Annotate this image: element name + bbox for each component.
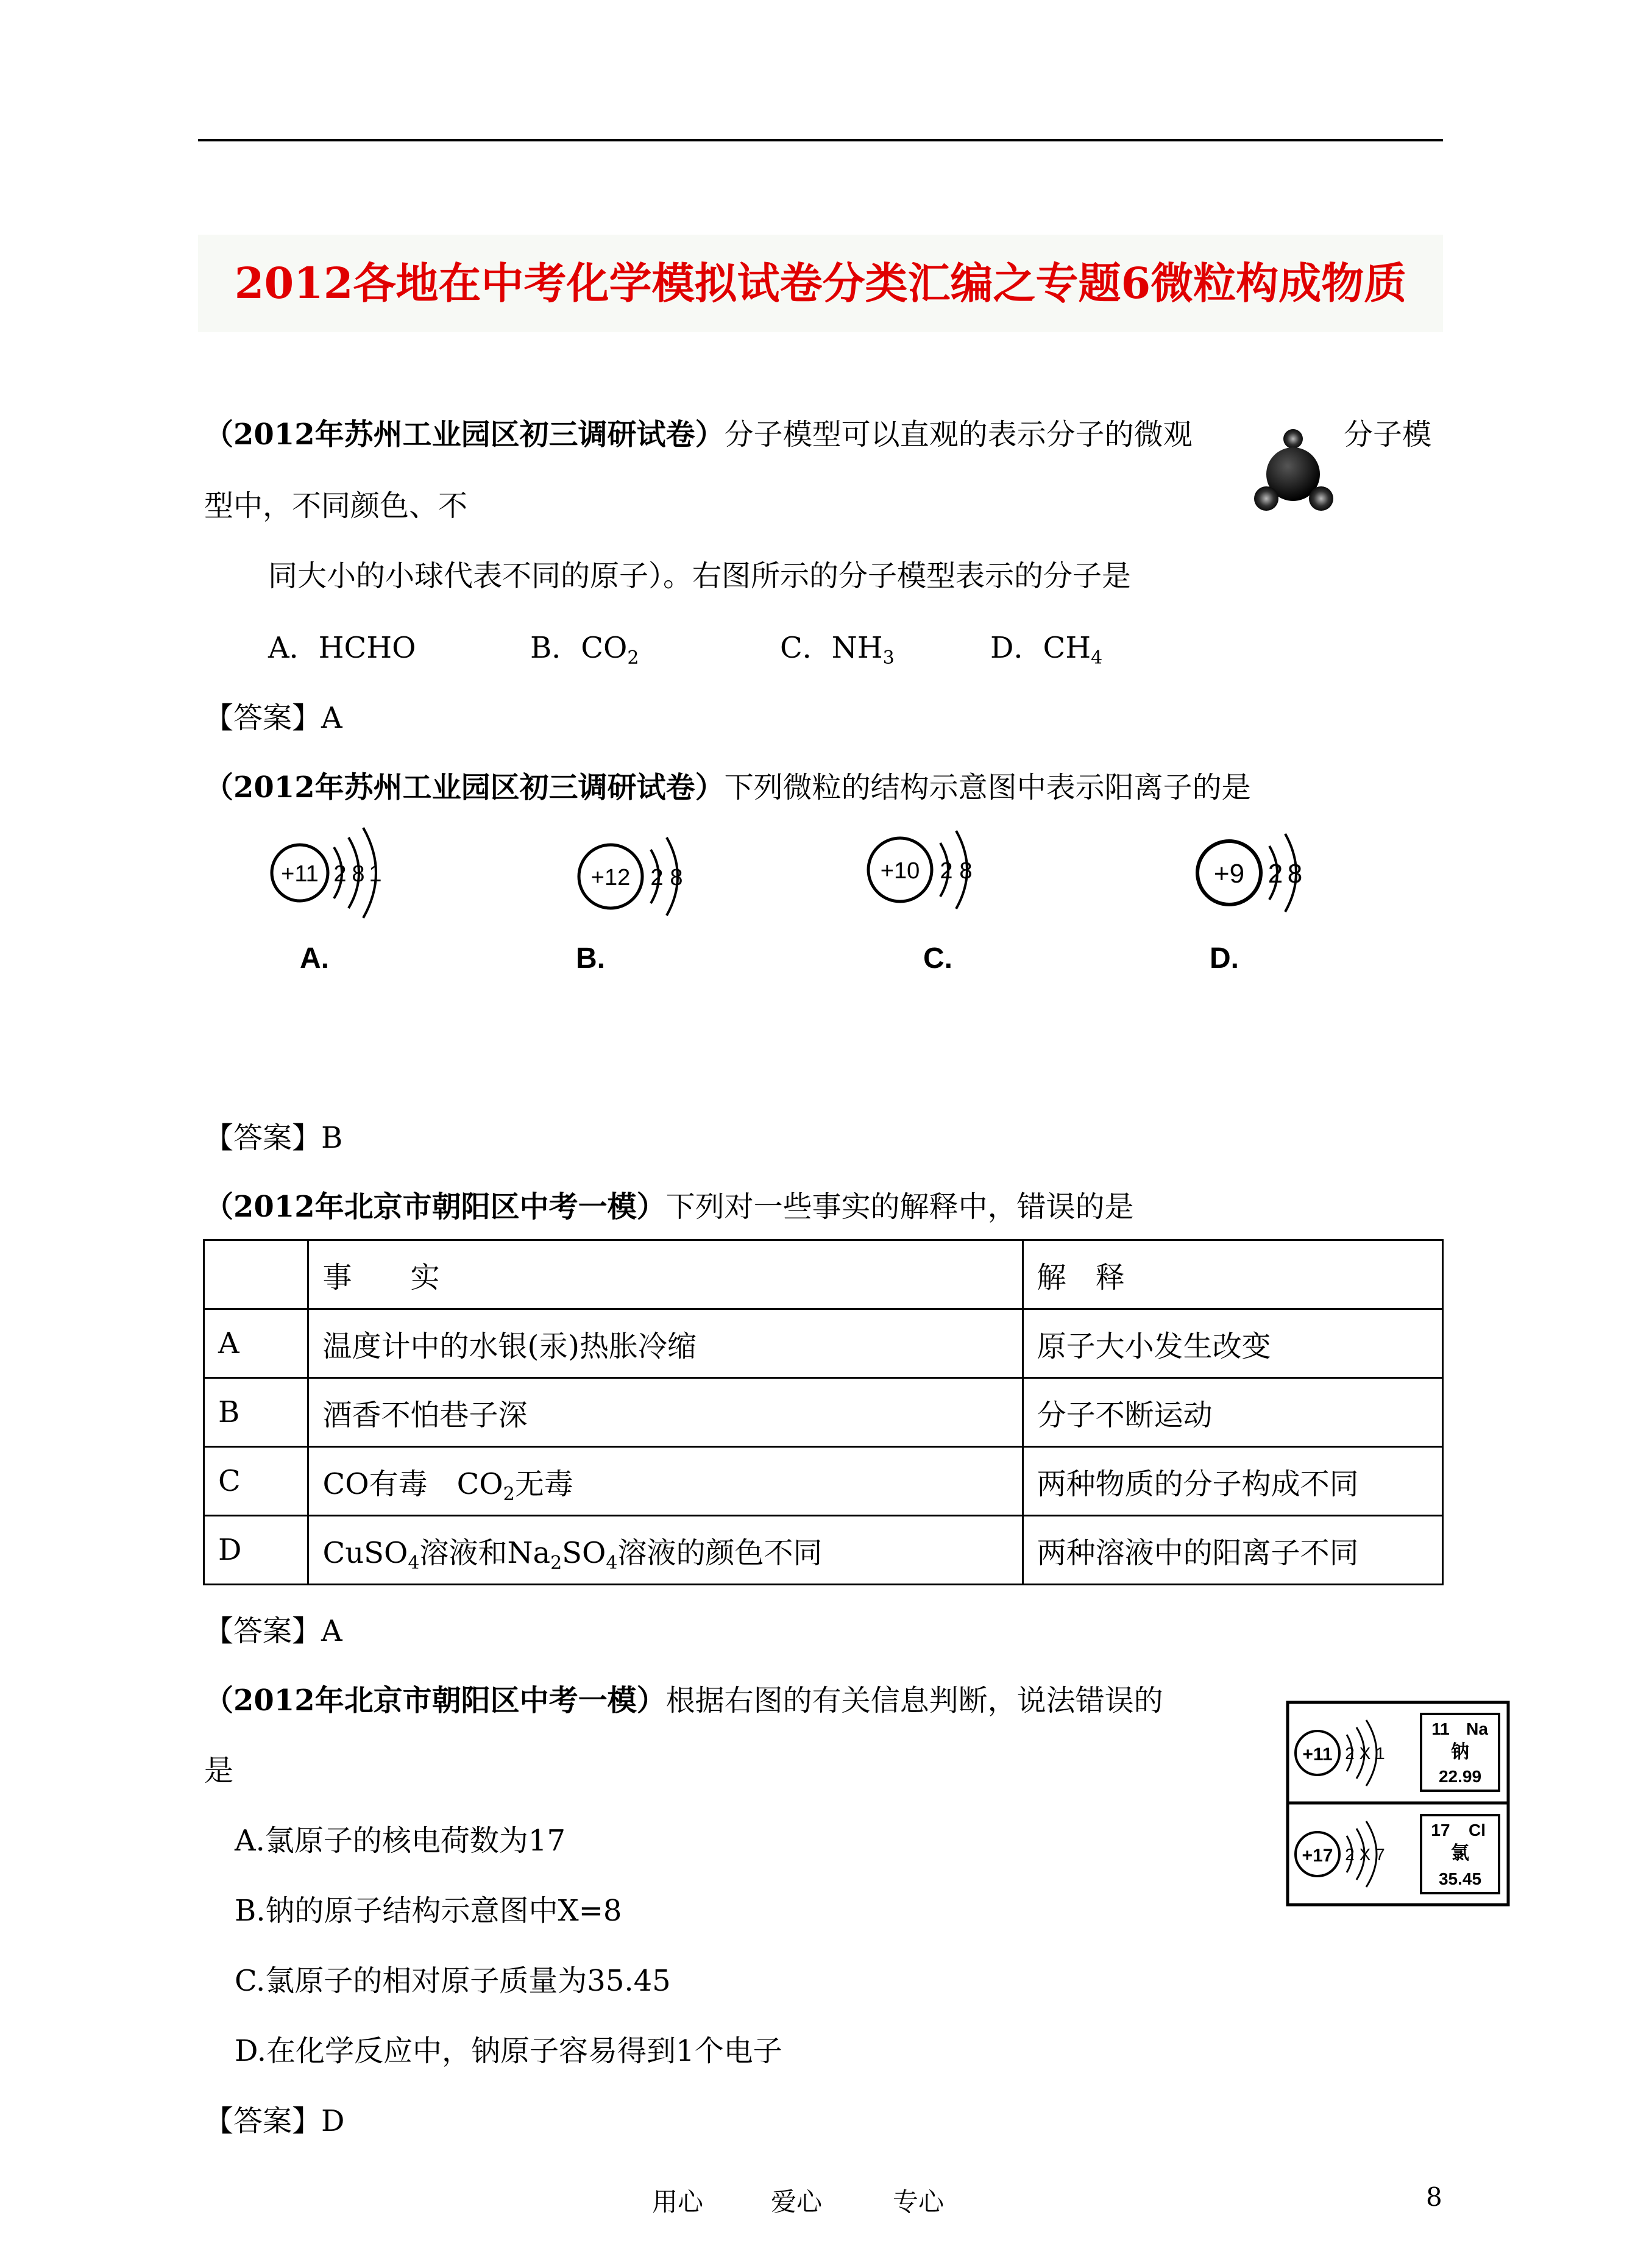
shell-count: 8 (1287, 859, 1303, 889)
q3-text: 下列对一些事实的解释中，错误的是 (665, 1190, 1134, 1224)
cl-nucleus: +17 (1302, 1846, 1333, 1866)
atom-diagram-b (573, 823, 719, 926)
molecule-model-image (1249, 427, 1341, 518)
cl-mass: 35.45 (1438, 1869, 1482, 1888)
page-number: 8 (1426, 2182, 1442, 2212)
q4-option-c: C.氯原子的相对原子质量为35.45 (235, 1964, 671, 1998)
q2-text: 下列微粒的结构示意图中表示阳离子的是 (724, 770, 1251, 805)
q4-option-b: B.钠的原子结构示意图中X=8 (235, 1894, 622, 1928)
cl-number: 17 (1431, 1821, 1450, 1840)
footer-right: 专心 (893, 2187, 945, 2217)
diagram-b-label: B. (576, 942, 605, 975)
shell-count: 8 (959, 858, 973, 884)
atom-diagram-d (1191, 823, 1338, 926)
element-info-figure (1286, 1701, 1511, 1908)
diagram-a-label: A. (300, 942, 329, 975)
shell-count: 1 (369, 861, 382, 887)
q1-text-b: 分子模 (1344, 418, 1432, 452)
q2-source: （2012年苏州工业园区初三调研试卷） (204, 770, 725, 805)
row-fact: CO有毒 $CO_2$无毒 (308, 1447, 1023, 1516)
na-nucleus: +11 (1302, 1744, 1333, 1765)
nucleus-charge: +10 (880, 858, 920, 884)
footer-middle: 爱心 (771, 2187, 823, 2217)
q1-line3: 同大小的小球代表不同的原子）。右图所示的分子模型表示的分子是 (268, 559, 1132, 593)
q1-option-b: B．$CO_2$ (530, 631, 639, 669)
q1-option-a: A．HCHO (268, 631, 416, 665)
row-fact: CuSO$_4$溶液和$Na_2SO_4$溶液的颜色不同 (308, 1516, 1023, 1585)
na-number: 11 (1431, 1719, 1450, 1738)
header-rule (198, 139, 1443, 141)
table-row (204, 1378, 1443, 1447)
q1-answer: 【答案】A (204, 701, 342, 735)
shell-count: 8 (670, 865, 683, 890)
row-explanation: 两种溶液中的阳离子不同 (1023, 1516, 1442, 1585)
row-key: D (204, 1516, 308, 1585)
shell-count: 2 (650, 865, 664, 890)
shell-count: 2 (1268, 859, 1283, 889)
q4-line2: 是 (204, 1754, 234, 1788)
row-fact: 温度计中的水银(汞)热胀冷缩 (308, 1309, 1023, 1378)
row-explanation: 原子大小发生改变 (1023, 1309, 1442, 1378)
diagram-d-label: D. (1210, 942, 1239, 975)
q4-text: 根据右图的有关信息判断，说法错误的 (665, 1683, 1163, 1718)
shell-count: 2 (940, 858, 953, 884)
cl-name: 氯 (1451, 1843, 1469, 1863)
row-fact: 酒香不怕巷子深 (308, 1378, 1023, 1447)
q3-answer: 【答案】A (204, 1614, 342, 1648)
q3-line1 (204, 1189, 1134, 1225)
q1-source: （2012年苏州工业园区初三调研试卷） (204, 418, 725, 452)
table-row (204, 1447, 1443, 1516)
header-cell-empty (204, 1240, 308, 1309)
nucleus-charge: +11 (281, 861, 319, 887)
facts-table (203, 1239, 1444, 1585)
q2-answer: 【答案】B (204, 1121, 343, 1155)
q4-option-a: A.氯原子的核电荷数为17 (235, 1824, 566, 1858)
row-key: C (204, 1447, 308, 1516)
q4-option-d: D.在化学反应中，钠原子容易得到1个电子 (235, 2034, 782, 2068)
row-explanation: 分子不断运动 (1023, 1378, 1442, 1447)
table-row (204, 1516, 1443, 1585)
table-header-row (204, 1240, 1443, 1309)
row-key: A (204, 1309, 308, 1378)
q2-line1 (204, 769, 1251, 806)
cl-shells: 2 X 7 (1345, 1845, 1385, 1864)
diagram-c-label: C. (923, 942, 952, 975)
atom-diagram-a (268, 823, 427, 926)
na-name: 钠 (1451, 1742, 1469, 1762)
na-symbol: Na (1466, 1719, 1488, 1738)
q4-line1 (204, 1682, 1163, 1719)
footer-left: 用心 (652, 2187, 704, 2217)
row-explanation: 两种物质的分子构成不同 (1023, 1447, 1442, 1516)
na-shells: 2 X 1 (1345, 1744, 1385, 1763)
q1-text-a: 分子模型可以直观的表示分子的微观 (724, 418, 1193, 452)
page-title: 2012各地在中考化学模拟试卷分类汇编之专题6微粒构成物质 (234, 258, 1407, 308)
q4-answer: 【答案】D (204, 2104, 345, 2138)
header-explanation: 解 释 (1023, 1240, 1442, 1309)
q1-line1 (204, 416, 1193, 453)
na-mass: 22.99 (1438, 1767, 1482, 1786)
q4-source: （2012年北京市朝阳区中考一模） (204, 1683, 666, 1718)
atom-diagram-c (862, 820, 1009, 923)
shell-count: 2 (333, 861, 347, 887)
cl-symbol: Cl (1469, 1821, 1486, 1840)
q3-source: （2012年北京市朝阳区中考一模） (204, 1190, 666, 1224)
shell-count: 8 (352, 861, 365, 887)
nucleus-charge: +12 (590, 865, 631, 890)
nucleus-charge: +9 (1213, 859, 1245, 889)
q1-line2: 型中，不同颜色、不 (204, 489, 468, 523)
q1-option-d: D．$CH_4$ (990, 631, 1103, 669)
q1-option-c: C．$NH_3$ (780, 631, 895, 669)
row-key: B (204, 1378, 308, 1447)
table-row (204, 1309, 1443, 1378)
header-fact: 事 实 (308, 1240, 1023, 1309)
